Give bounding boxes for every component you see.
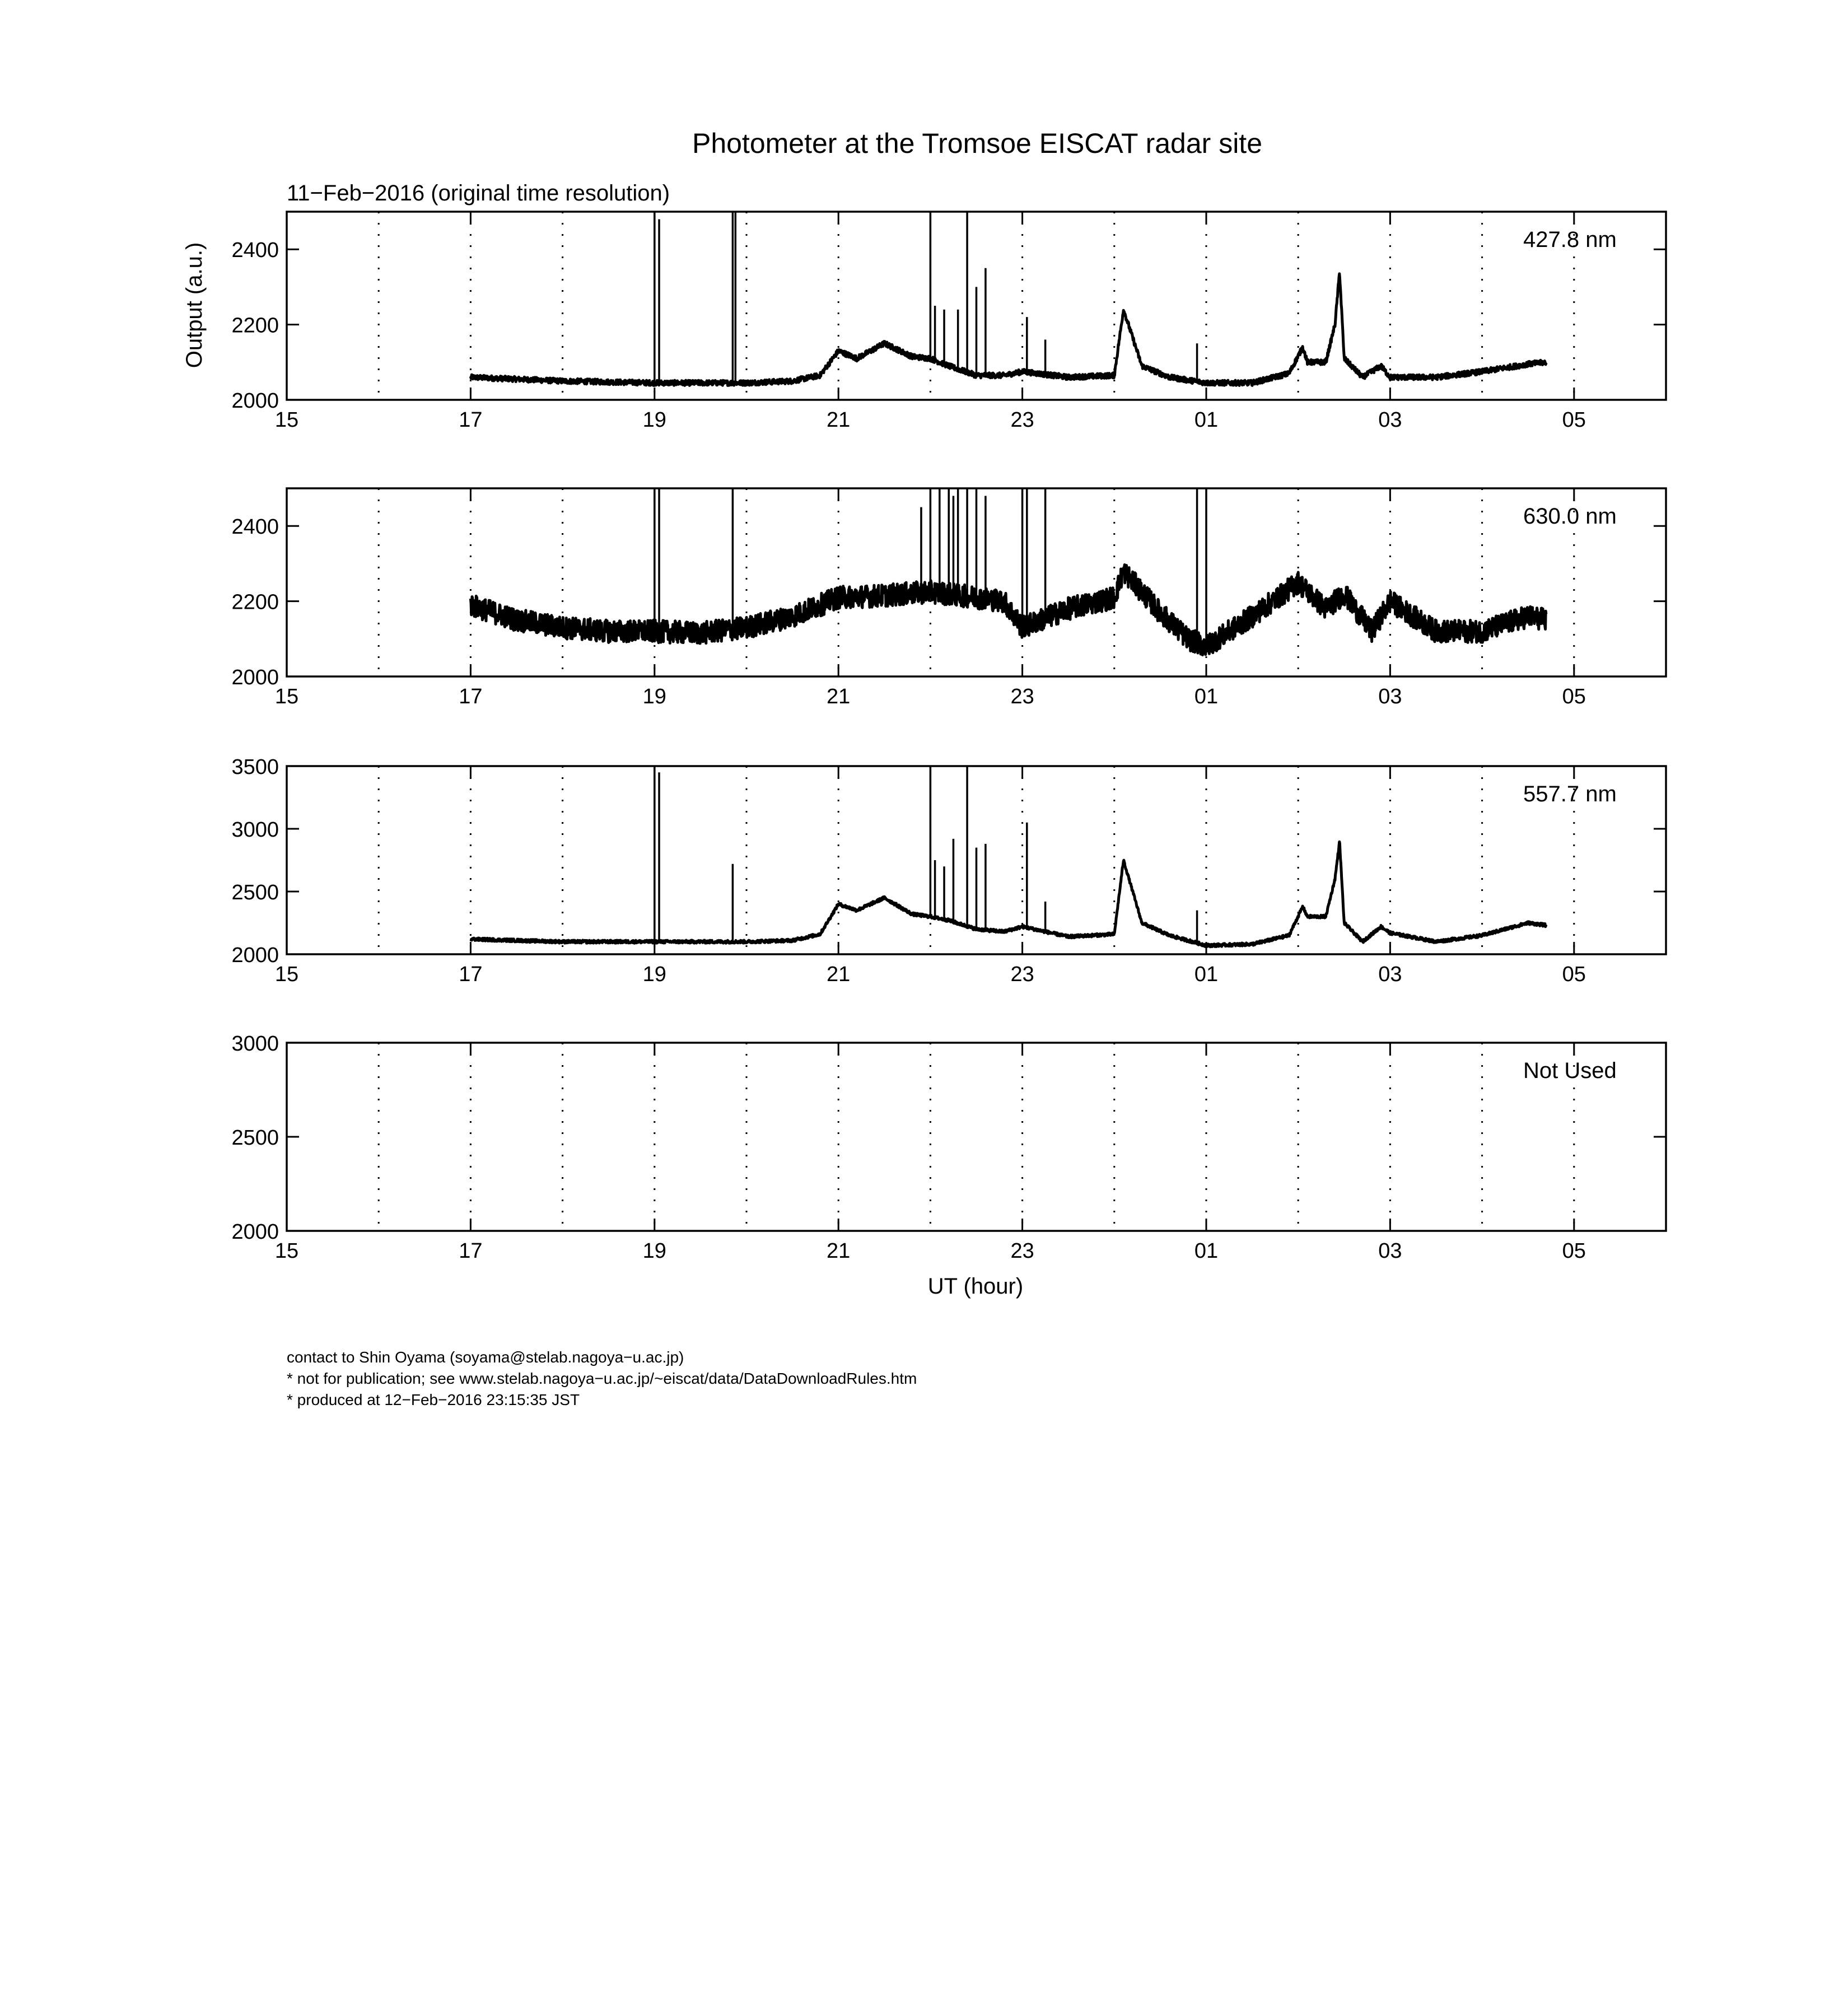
x-tick-label: 15 <box>274 685 299 708</box>
x-tick-label: 03 <box>1378 1239 1402 1263</box>
x-tick-label: 01 <box>1194 408 1219 432</box>
series-group <box>470 212 1546 386</box>
x-tick-label: 01 <box>1194 685 1219 708</box>
panel-label: Not Used <box>1523 1058 1617 1083</box>
x-tick-label: 23 <box>1010 1239 1034 1263</box>
panel-3 <box>231 755 1666 986</box>
x-tick-label: 21 <box>827 963 851 986</box>
x-tick-label: 17 <box>459 1239 483 1263</box>
series-group <box>470 766 1546 947</box>
x-tick-label: 21 <box>827 408 851 432</box>
y-tick-label: 2200 <box>231 590 279 614</box>
x-tick-label: 17 <box>459 963 483 986</box>
x-tick-label: 05 <box>1562 963 1586 986</box>
x-tick-label: 19 <box>642 685 666 708</box>
figure-subtitle: 11−Feb−2016 (original time resolution) <box>287 181 670 206</box>
x-tick-label: 17 <box>459 408 483 432</box>
panels-group <box>231 212 1666 1263</box>
y-tick-label: 2500 <box>231 1126 279 1150</box>
x-tick-label: 21 <box>827 1239 851 1263</box>
x-tick-label: 15 <box>274 1239 299 1263</box>
y-axis-label: Output (a.u.) <box>182 242 207 368</box>
footer-publication-note: * not for publication; see www.stelab.nagoya−u.ac.jp/~eiscat/data/DataDownloadRules.htm <box>287 1370 917 1387</box>
x-tick-label: 01 <box>1194 963 1219 986</box>
panel-label: 557.7 nm <box>1523 782 1617 806</box>
panel-label: 630.0 nm <box>1523 504 1617 529</box>
panel-1 <box>231 212 1666 432</box>
y-tick-label: 2000 <box>231 389 279 413</box>
series-group <box>470 488 1546 655</box>
x-tick-label: 03 <box>1378 963 1402 986</box>
x-tick-label: 01 <box>1194 1239 1219 1263</box>
x-tick-label: 15 <box>274 408 299 432</box>
y-tick-label: 3000 <box>231 1032 279 1056</box>
x-tick-label: 17 <box>459 685 483 708</box>
x-tick-label: 19 <box>642 1239 666 1263</box>
series-line <box>470 842 1546 947</box>
series-line <box>470 274 1546 386</box>
y-tick-label: 2400 <box>231 239 279 263</box>
y-tick-label: 2500 <box>231 881 279 904</box>
x-tick-label: 03 <box>1378 408 1402 432</box>
x-tick-label: 05 <box>1562 1239 1586 1263</box>
x-tick-label: 05 <box>1562 685 1586 708</box>
x-tick-label: 21 <box>827 685 851 708</box>
footer-notes <box>287 1347 917 1411</box>
panel-4 <box>231 1032 1666 1263</box>
x-tick-label: 15 <box>274 963 299 986</box>
x-tick-label: 23 <box>1010 685 1034 708</box>
x-tick-label: 05 <box>1562 408 1586 432</box>
panel-label: 427.8 nm <box>1523 227 1617 252</box>
x-axis-label: UT (hour) <box>927 1274 1024 1299</box>
y-tick-label: 2200 <box>231 314 279 338</box>
y-tick-label: 3500 <box>231 755 279 779</box>
y-tick-label: 2000 <box>231 1220 279 1244</box>
series-line <box>470 565 1546 655</box>
x-tick-label: 03 <box>1378 685 1402 708</box>
y-tick-label: 2000 <box>231 666 279 689</box>
y-tick-label: 2000 <box>231 944 279 967</box>
x-tick-label: 19 <box>642 963 666 986</box>
y-tick-label: 3000 <box>231 818 279 842</box>
panel-2 <box>231 488 1666 708</box>
footer-contact: contact to Shin Oyama (soyama@stelab.nagoya−u.ac.jp) <box>287 1348 684 1366</box>
axes-box <box>287 1043 1666 1231</box>
y-tick-label: 2400 <box>231 515 279 539</box>
x-tick-label: 23 <box>1010 408 1034 432</box>
figure-title: Photometer at the Tromsoe EISCAT radar site <box>692 128 1263 159</box>
x-tick-label: 23 <box>1010 963 1034 986</box>
footer-produced-at: * produced at 12−Feb−2016 23:15:35 JST <box>287 1391 580 1408</box>
x-tick-label: 19 <box>642 408 666 432</box>
